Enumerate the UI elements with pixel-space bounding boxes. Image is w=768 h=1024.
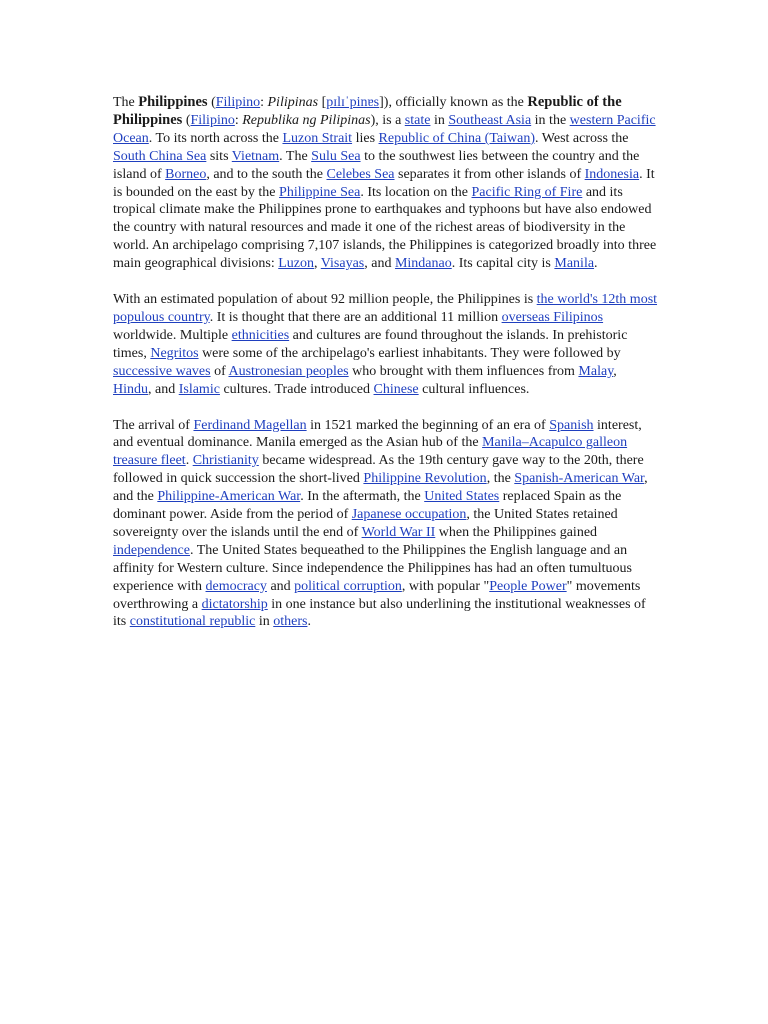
wiki-link[interactable]: Pacific Ring of Fire [471,184,583,200]
bold-term: Philippines [138,94,208,110]
wiki-link[interactable]: Republic of China (Taiwan) [378,130,536,146]
wiki-link[interactable]: Sulu Sea [311,148,361,164]
text-run: , and the [113,471,648,505]
text-run: in one instance but also underlining the institutional weaknesses of its [113,596,646,630]
text-run: , with popular " [401,578,490,594]
text-run: in [255,614,274,630]
wiki-link[interactable]: Hindu [113,381,148,397]
text-run: . Its location on the [360,184,472,200]
text-run: sits [206,148,232,164]
article-body [113,94,658,649]
text-run: . It is bounded on the east by the [113,166,655,200]
text-run: when the Philippines gained [435,524,598,540]
text-run: . West across the [535,130,629,146]
text-run: , and to the south the [206,166,327,182]
text-run: " movements overthrowing a [113,578,641,612]
text-run: lies [352,130,379,146]
paragraph-history [113,417,658,632]
wiki-link[interactable]: Philippine Sea [279,184,361,200]
text-run: . [594,256,598,272]
wiki-link[interactable]: Celebes Sea [326,166,395,182]
wiki-link[interactable]: Luzon Strait [282,130,353,146]
wiki-link[interactable]: Spanish [549,417,594,433]
text-run: were some of the archipelago's earliest inhabitants. They were followed by [198,345,621,361]
text-run: , [314,256,321,272]
wiki-link[interactable]: ethnicities [231,327,290,343]
wiki-link[interactable]: Philippine Revolution [363,471,487,487]
wiki-link[interactable]: Ferdinand Magellan [193,417,307,433]
text-run: , the United States retained sovereignty over the islands until the end of [113,507,618,540]
text-run: : [234,112,243,128]
wiki-link[interactable]: democracy [205,578,267,594]
wiki-link[interactable]: independence [113,542,190,558]
wiki-link[interactable]: Austronesian peoples [228,363,349,379]
text-run: and its tropical climate make the Philippines prone to earthquakes and typhoons but have also endowed the country with natural resources and made it one of the richest areas of biodiversity in the world. An archipelago comprising 7,107 islands, the Philippines is categorized broadly into three main geographical divisions: [113,184,657,272]
text-run: , and [364,256,395,272]
wiki-link[interactable]: Southeast Asia [448,112,532,128]
wiki-link[interactable]: Luzon [278,256,315,272]
wiki-link[interactable]: Spanish-American War [514,471,645,487]
wiki-link[interactable]: Chinese [373,381,419,397]
text-run: , [613,363,617,379]
text-run: cultures. Trade introduced [219,381,374,397]
text-run: . [185,453,193,469]
wiki-link[interactable]: Negritos [150,345,199,361]
text-run: ), is a [370,112,405,128]
wiki-link[interactable]: western Pacific Ocean [113,112,656,146]
text-run: of [210,363,229,379]
text-run: in 1521 marked the beginning of an era of [306,417,550,433]
text-run: With an estimated population of about 92 million people, the Philippines is [113,292,537,308]
wiki-link[interactable]: Indonesia [584,166,640,182]
wiki-link[interactable]: others [273,614,308,630]
text-run: . The United States bequeathed to the Philippines the English language and an affinity for Western culture. Since independence the Philippines has had an often tumultuous experience with [113,542,632,594]
text-run: to the southwest lies between the country and the island of [113,148,640,182]
italic-term: Republika ng Pilipinas [242,112,371,128]
italic-term: Pilipinas [267,95,319,110]
wiki-link[interactable]: the world's 12th most populous country [113,292,658,325]
text-run: worldwide. Multiple [113,327,232,343]
text-run: . It is thought that there are an additional 11 million [209,309,502,325]
wiki-link[interactable]: Filipino [215,95,261,110]
text-run: and cultures are found throughout the islands. In prehistoric times, [113,327,628,361]
text-run: in [430,112,449,128]
text-run: , and [148,381,179,397]
wiki-link[interactable]: People Power [489,578,567,594]
text-run: who brought with them influences from [348,363,579,379]
text-run: ( [207,95,216,110]
paragraph-population [113,291,658,398]
text-run: : [260,95,268,110]
text-run: [ [318,95,327,110]
wiki-link[interactable]: treasure fleet [113,453,186,469]
wiki-link[interactable]: Manila–Acapulco galleon [482,435,628,451]
wiki-link[interactable]: Islamic [178,381,220,397]
bold-term: Republic of the Philippines [113,94,622,128]
text-run: . To its north across the [148,130,283,146]
text-run: interest, and eventual dominance. Manila emerged as the Asian hub of the [113,417,642,451]
text-run: separates it from other islands of [394,166,585,182]
text-run: . [307,614,311,630]
wiki-link[interactable]: Visayas [320,256,365,272]
text-run: . In the aftermath, the [300,489,425,505]
wiki-link[interactable]: Japanese occupation [351,507,467,523]
text-run: and [266,578,295,594]
wiki-link[interactable]: Malay [578,363,614,379]
wiki-link[interactable]: pɪlɪˈpinɐs [326,95,380,110]
text-run: , the [486,471,515,487]
wiki-link[interactable]: Manila [554,256,595,272]
wiki-link[interactable]: Christianity [192,453,259,469]
wiki-link[interactable]: World War II [361,524,436,540]
wiki-link[interactable]: Vietnam [231,148,280,164]
paragraph-intro [113,94,658,273]
wiki-link[interactable]: state [404,112,431,128]
wiki-link[interactable]: political corruption [294,578,402,594]
wiki-link[interactable]: Philippine-American War [157,489,301,505]
text-run: ]), officially known as the [379,95,528,110]
text-run: became widespread. As the 19th century gave way to the 20th, there followed in quick succession the short-lived [113,453,644,487]
wiki-link[interactable]: overseas Filipinos [501,309,604,325]
text-run: in the [531,112,570,128]
text-run: The arrival of [113,417,194,433]
text-run: replaced Spain as the dominant power. Aside from the period of [113,489,622,523]
wiki-link[interactable]: constitutional republic [129,614,256,630]
wiki-link[interactable]: successive waves [113,363,211,379]
text-run: ( [182,112,191,128]
wiki-link[interactable]: United States [424,489,500,505]
wiki-link[interactable]: Mindanao [394,256,452,272]
wiki-link[interactable]: Borneo [165,166,207,182]
text-run: . Its capital city is [451,256,555,272]
text-run: cultural influences. [418,381,530,397]
text-run: . The [279,148,312,164]
wiki-link[interactable]: dictatorship [201,596,268,612]
wiki-link[interactable]: South China Sea [113,148,207,164]
wiki-link[interactable]: Filipino [190,112,235,128]
text-run: The [113,95,139,110]
